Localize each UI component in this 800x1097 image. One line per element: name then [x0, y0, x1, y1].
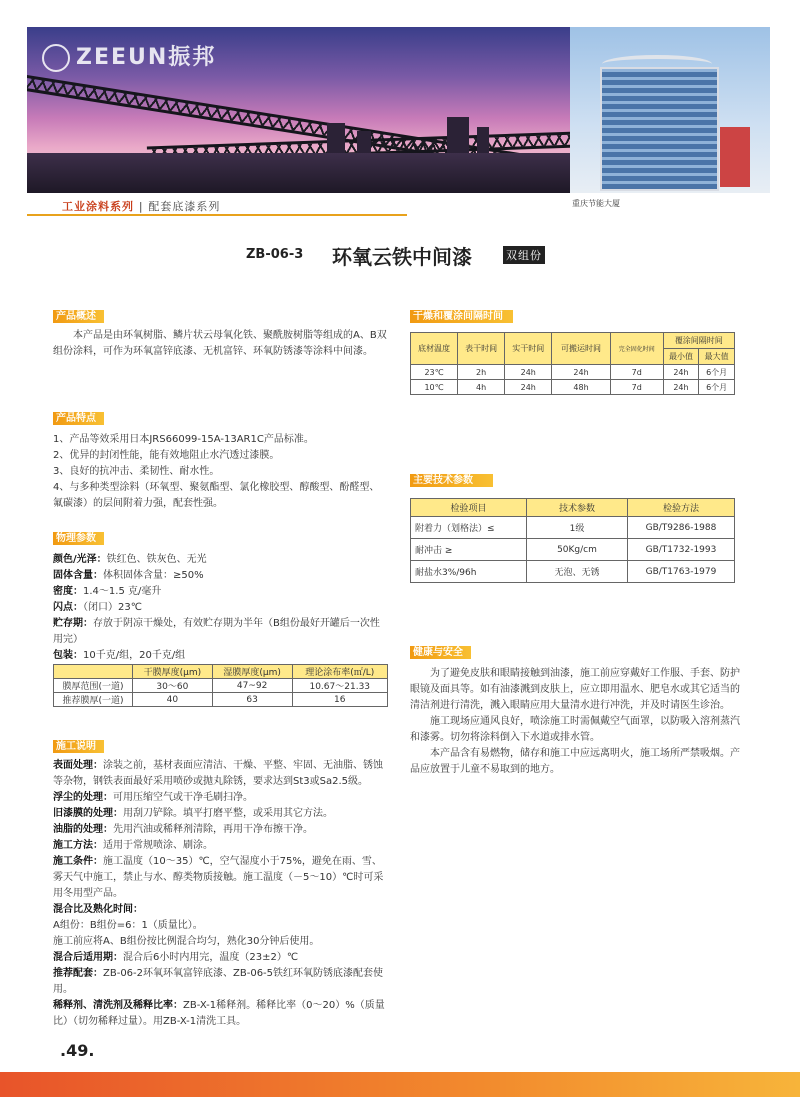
app-value: 施工前应将A、B组份按比例混合均匀，熟化30分钟后使用。: [53, 936, 320, 947]
param-row: [53, 600, 388, 616]
table-cell: 30～60: [133, 679, 213, 693]
section-heading-drying: 干燥和覆涂间隔时间: [410, 310, 513, 323]
table-header-row: [411, 333, 735, 349]
table-row: [54, 693, 388, 707]
app-row: [53, 966, 388, 998]
table-row: [411, 517, 735, 539]
table-header: 最大值: [699, 349, 735, 365]
section-heading-physical: 物理参数: [53, 532, 104, 545]
section-heading-tech: 主要技术参数: [410, 474, 493, 487]
table-cell: 6个月: [699, 365, 735, 380]
app-value: 用刮刀铲除。填平打磨平整，或采用其它方法。: [123, 808, 333, 819]
footer-color-bar: [0, 1072, 800, 1097]
app-label: 油脂的处理：: [53, 824, 113, 835]
table-header: 完全固化时间: [610, 333, 663, 365]
app-value: 先用汽油或稀释剂清除，再用干净布擦干净。: [113, 824, 313, 835]
physical-params: [53, 552, 388, 664]
table-row: [411, 561, 735, 583]
table-cell: 24h: [505, 365, 552, 380]
param-row: [53, 648, 388, 664]
param-label: 颜色/光泽：: [53, 554, 107, 565]
param-label: 闪点：: [53, 602, 83, 613]
brand-mark-icon: [42, 44, 70, 72]
application-notes: [53, 758, 388, 1030]
table-cell: 7d: [610, 380, 663, 395]
table-cell: 附着力（划格法）≤: [411, 517, 527, 539]
param-label: 密度：: [53, 586, 83, 597]
safety-text: [410, 666, 745, 778]
series-separator: |: [138, 200, 144, 213]
param-row: [53, 568, 388, 584]
page-number: .49.: [60, 1041, 95, 1060]
feature-item: 1、产品等效采用日本JRS66099-15A-13AR1C产品标准。: [53, 434, 314, 445]
features-list: [53, 432, 388, 512]
param-label: 包装：: [53, 650, 83, 661]
app-value: 施工温度（10～35）℃，空气湿度小于75%，避免在雨、雪、雾天气中施工，禁止与水、醇类物质接触。施工温度（－5～10）℃时可采用冬用型产品。: [53, 856, 384, 899]
param-value: 体积固体含量：≥50%: [103, 570, 204, 581]
table-cell: 10.67～21.33: [292, 679, 388, 693]
table-cell: 1级: [527, 517, 628, 539]
app-value: 适用于常规喷涂、刷涂。: [103, 840, 213, 851]
product-code: ZB-06-3: [246, 247, 304, 262]
section-heading-application: 施工说明: [53, 740, 104, 753]
safety-paragraph: 本产品含有易燃物，储存和施工中应远离明火，施工场所严禁吸烟。产品应放置于儿童不易取到的地方。: [410, 748, 740, 775]
app-label: 浮尘的处理：: [53, 792, 113, 803]
table-cell: 24h: [552, 365, 611, 380]
app-label: 混合后适用期：: [53, 952, 123, 963]
table-cell: GB/T9286-1988: [628, 517, 735, 539]
table-cell: 24h: [505, 380, 552, 395]
app-value: ZB-06-2环氧环氧富锌底漆、ZB-06-5铁红环氧防锈底漆配套使用。: [53, 968, 384, 995]
app-row: [53, 822, 388, 838]
table-cell: 50Kg/cm: [527, 539, 628, 561]
app-row: [53, 902, 388, 918]
param-value: 10千克/组，20千克/组: [83, 650, 186, 661]
app-row: [53, 918, 388, 934]
table-header: 表干时间: [458, 333, 505, 365]
table-cell: 耐冲击 ≥: [411, 539, 527, 561]
app-label: 推荐配套：: [53, 968, 103, 979]
safety-paragraph: 施工现场应通风良好，喷涂施工时需佩戴空气面罩，以防吸入溶剂蒸汽和漆雾。切勿将涂料倒入下水道或排水管。: [410, 716, 740, 743]
table-cell: 48h: [552, 380, 611, 395]
param-row: [53, 616, 388, 648]
param-row: [53, 584, 388, 600]
photo-caption: 重庆节能大厦: [572, 199, 620, 208]
building-photo: [570, 27, 770, 193]
product-title: 环氧云铁中间漆: [332, 245, 472, 269]
film-thickness-table: [53, 664, 388, 707]
feature-item: 4、与多种类型涂料（环氧型、聚氨酯型、氯化橡胶型、醇酸型、酚醛型、氟碳漆）的层间附着力强，配套性强。: [53, 482, 380, 509]
table-row: [411, 539, 735, 561]
param-row: [53, 552, 388, 568]
section-heading-safety: 健康与安全: [410, 646, 471, 659]
brand-logo-text: ZEEUN振邦: [76, 45, 217, 70]
param-label: 贮存期：: [53, 618, 93, 629]
table-cell: 耐盐水3%/96h: [411, 561, 527, 583]
table-cell: GB/T1732-1993: [628, 539, 735, 561]
table-cell: 24h: [663, 365, 699, 380]
param-value: （闭口）23℃: [83, 602, 142, 613]
param-value: 存放于阴凉干燥处，有效贮存期为半年（B组份最好开罐后一次性用完）: [53, 618, 380, 645]
table-cell: 膜厚范围(一道): [54, 679, 133, 693]
app-row: [53, 838, 388, 854]
app-value: A组份：B组份=6：1（质量比）。: [53, 920, 203, 931]
app-row: [53, 998, 388, 1030]
section-heading-overview: 产品概述: [53, 310, 104, 323]
param-value: 1.4～1.5 克/毫升: [83, 586, 162, 597]
table-header: 实干时间: [505, 333, 552, 365]
tech-params-table: [410, 498, 735, 583]
table-cell: 16: [292, 693, 388, 707]
table-header: 检验项目: [411, 499, 527, 517]
table-header: 干膜厚度(μm): [133, 665, 213, 679]
table-row: [411, 365, 735, 380]
table-header: 最小值: [663, 349, 699, 365]
series-sub: 配套底漆系列: [148, 200, 221, 213]
table-header: 覆涂间隔时间: [663, 333, 734, 349]
table-header: 技术参数: [527, 499, 628, 517]
app-row: [53, 854, 388, 902]
feature-item: 2、优异的封闭性能，能有效地阻止水汽透过漆膜。: [53, 450, 280, 461]
table-cell: 7d: [610, 365, 663, 380]
table-cell: 40: [133, 693, 213, 707]
app-row: [53, 934, 388, 950]
feature-item: 3、良好的抗冲击、柔韧性、耐水性。: [53, 466, 220, 477]
app-row: [53, 790, 388, 806]
app-row: [53, 758, 388, 790]
table-cell: 24h: [663, 380, 699, 395]
table-cell: 63: [212, 693, 292, 707]
series-label: [62, 198, 220, 214]
app-label: 混合比及熟化时间：: [53, 904, 143, 915]
table-header: 检验方法: [628, 499, 735, 517]
table-header: 理论涂布率(㎡/L): [292, 665, 388, 679]
safety-paragraph: 为了避免皮肤和眼睛接触到油漆，施工前应穿戴好工作服、手套、防护眼镜及面具等。如有油漆溅到皮肤上，应立即用温水、肥皂水或其它适当的清洁剂进行清洗，溅入眼睛应用大量清水进行冲洗，并及时请医生诊治。: [410, 668, 740, 711]
table-cell: 10℃: [411, 380, 458, 395]
section-heading-features: 产品特点: [53, 412, 104, 425]
app-value: 可用压缩空气或干净毛刷扫净。: [113, 792, 253, 803]
app-row: [53, 950, 388, 966]
app-value: 混合后6小时内用完，温度（23±2）℃: [123, 952, 299, 963]
table-cell: 4h: [458, 380, 505, 395]
app-label: 表面处理：: [53, 760, 103, 771]
table-row: [411, 380, 735, 395]
table-cell: 6个月: [699, 380, 735, 395]
app-row: [53, 806, 388, 822]
table-cell: 2h: [458, 365, 505, 380]
series-underline: [27, 214, 407, 216]
app-label: 施工条件：: [53, 856, 103, 867]
table-header-row: [411, 499, 735, 517]
brand-logo: [42, 40, 216, 72]
table-cell: 23℃: [411, 365, 458, 380]
table-header: 可搬运时间: [552, 333, 611, 365]
app-value: 涂装之前，基材表面应清洁、干燥、平整、牢固、无油脂、锈蚀等杂物，钢铁表面最好采用喷砂或抛丸除锈，要求达到St3或Sa2.5级。: [53, 760, 383, 787]
drying-table: [410, 332, 735, 395]
app-label: 施工方法：: [53, 840, 103, 851]
table-cell: 47~92: [212, 679, 292, 693]
table-header-row: [54, 665, 388, 679]
table-cell: 推荐膜厚(一道): [54, 693, 133, 707]
component-badge: 双组份: [503, 246, 545, 264]
param-value: 铁红色、铁灰色、无光: [106, 554, 207, 565]
param-label: 固体含量：: [53, 570, 103, 581]
table-row: [54, 679, 388, 693]
app-value: ZB-X-1稀释剂。稀释比率（0～20）%（质量比）（切勿稀释过量）。用ZB-X-1清洗工具。: [53, 1000, 385, 1027]
table-cell: GB/T1763-1979: [628, 561, 735, 583]
app-label: 稀释剂、清洗剂及稀释比率：: [53, 1000, 183, 1011]
table-cell: 无泡、无锈: [527, 561, 628, 583]
app-label: 旧漆膜的处理：: [53, 808, 123, 819]
table-header: [54, 665, 133, 679]
table-header: 湿膜厚度(μm): [212, 665, 292, 679]
series-main: 工业涂料系列: [62, 200, 134, 213]
overview-text: 本产品是由环氧树脂、鳞片状云母氧化铁、聚酰胺树脂等组成的A、B双组份涂料，可作为环氧富锌底漆、无机富锌、环氧防锈漆等涂料中间漆。: [53, 330, 387, 357]
table-header: 底材温度: [411, 333, 458, 365]
